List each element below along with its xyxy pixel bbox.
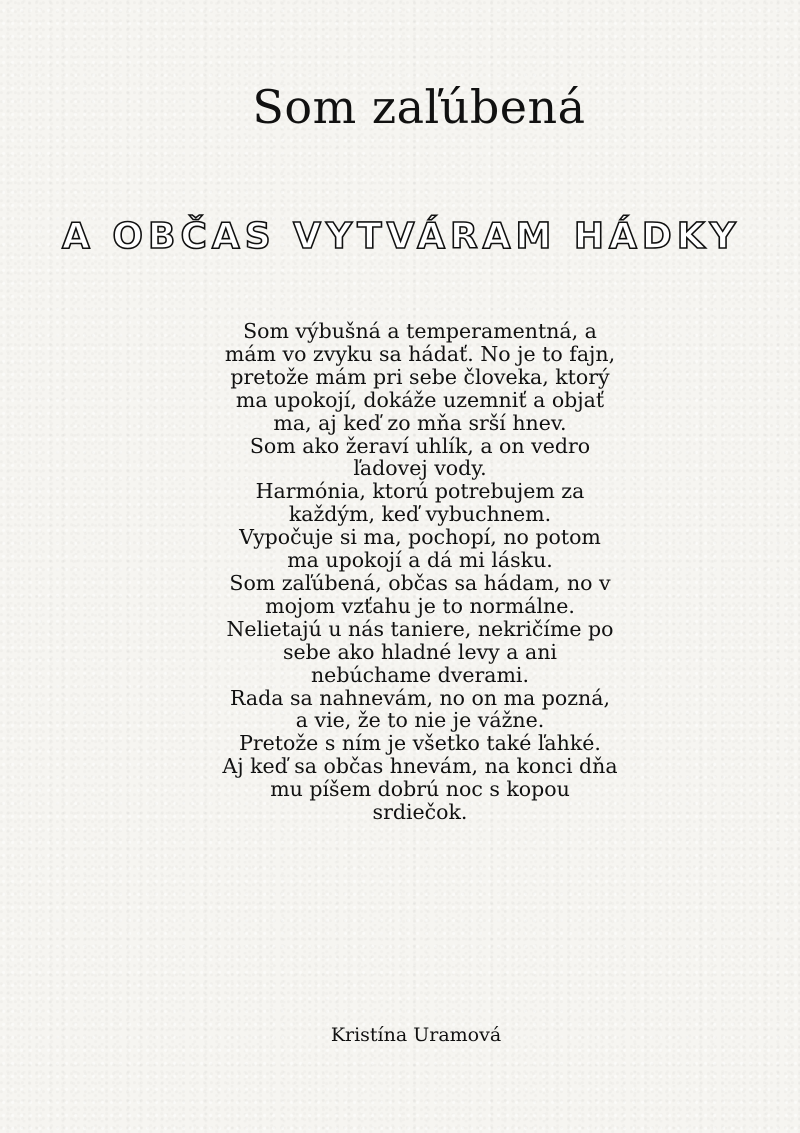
poem-line: Aj keď sa občas hnevám, na konci dňa [222,754,618,779]
poem-line: ma upokojí a dá mi lásku. [287,548,553,573]
author-name: Kristína Uramová [330,1024,502,1046]
poem-subtitle: A OBČAS VYTVÁRAM HÁDKY [62,216,741,257]
poem-line: Rada sa nahnevám, no on ma pozná, [230,685,610,710]
poem-line: ma, aj keď zo mňa srší hnev. [273,410,567,435]
poem-line: ma upokojí, dokáže uzemniť a objať [235,387,605,412]
poem-line: pretože mám pri sebe človeka, ktorý [230,364,610,389]
poem-line: Harmónia, ktorú potrebujem za [255,479,585,504]
poem-line: Vypočuje si ma, pochopí, no potom [239,525,601,550]
poem-body [200,320,640,824]
poem-line: každým, keď vybuchnem. [288,502,552,527]
poem-line: a vie, že to nie je vážne. [295,708,545,733]
poem-line: mám vo zvyku sa hádať. No je to fajn, [224,341,616,366]
poem-line: sebe ako hladné levy a ani [283,639,557,664]
poem-line: Som výbušná a temperamentná, a [243,319,597,343]
poem-line: Pretože s ním je všetko také ľahké. [239,731,601,756]
poem-line: mu píšem dobrú noc s kopou [270,777,570,802]
poem-line: nebúchame dverami. [310,662,530,687]
poem-title: Som zaľúbená [252,80,586,134]
poem-line: Som ako žeraví uhlík, a on vedro [249,433,591,458]
poem-line: srdiečok. [372,800,468,825]
poem-line: mojom vzťahu je to normálne. [265,593,575,618]
poem-line: Nelietajú u nás taniere, nekričíme po [226,616,614,641]
poem-line: ľadovej vody. [353,456,487,481]
poem-line: Som zaľúbená, občas sa hádam, no v [229,570,611,595]
